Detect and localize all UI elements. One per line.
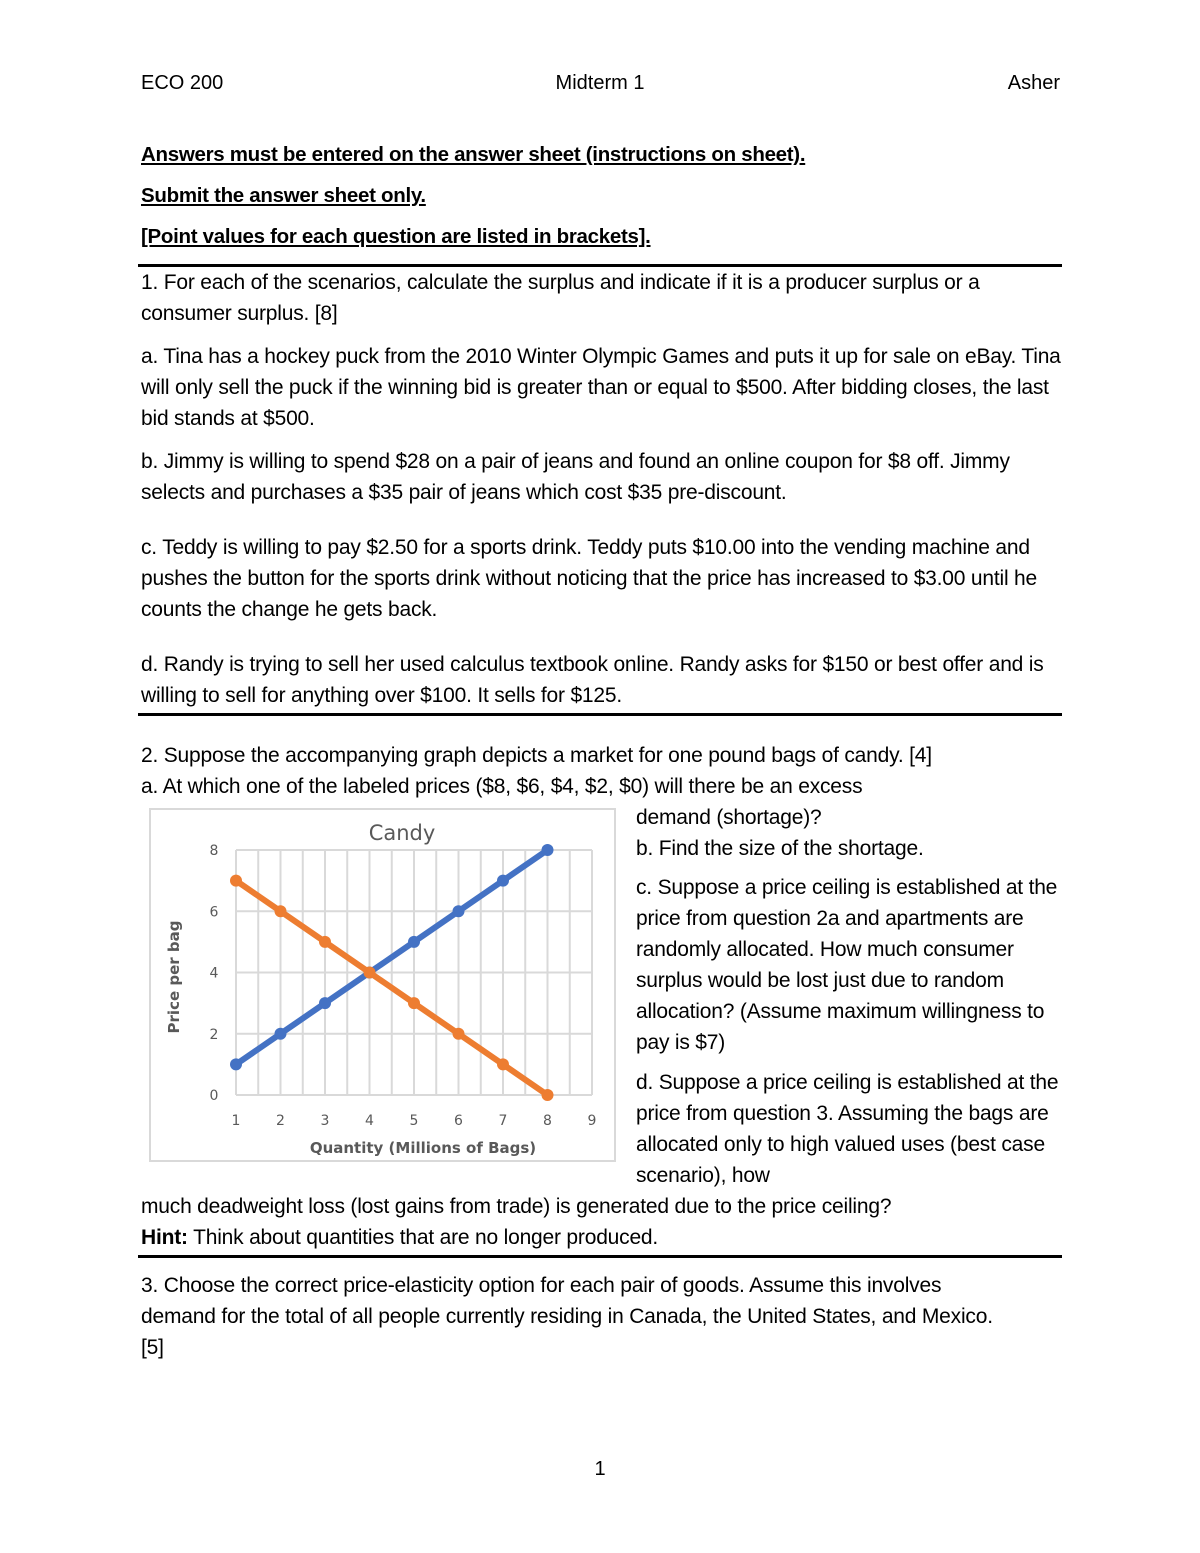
supply-point [230, 1058, 242, 1070]
q3-prompt: 3. Choose the correct price-elasticity option for each pair of goods. Assume this involves demand for the total of all people currently residing in Canada, the United States, and Mexico. [5] [141, 1274, 993, 1359]
demand-point [364, 967, 376, 979]
q2-part-a-continued: demand (shortage)? [636, 806, 822, 829]
x-tick-label: 4 [365, 1113, 374, 1129]
x-tick-label: 8 [543, 1113, 552, 1129]
demand-point [497, 1058, 509, 1070]
x-tick-label: 3 [320, 1113, 330, 1129]
q1-part-d: d. Randy is trying to sell her used calculus textbook online. Randy asks for $150 or best offer and is willing to sell for anything over $100. It sells for $125. [141, 653, 1044, 707]
x-tick-label: 2 [276, 1113, 285, 1129]
hint-label: Hint: [141, 1226, 188, 1249]
x-axis-label: Quantity (Millions of Bags) [309, 1139, 537, 1157]
q2-part-a: a. At which one of the labeled prices ($8, $6, $4, $2, $0) will there be an excess [141, 775, 863, 798]
q1-part-a: a. Tina has a hockey puck from the 2010 Winter Olympic Games and puts it up for sale on eBay. Tina will only sell the puck if the winning bid is greater than or equal to $500. After bidding closes, the last bid stands at $500. [141, 345, 1061, 430]
y-tick-label: 8 [209, 843, 219, 859]
chart-title: Candy [368, 821, 436, 845]
supply-point [408, 936, 420, 948]
instructor-name: Asher [1007, 72, 1060, 94]
demand-point [319, 936, 331, 948]
y-axis-ticks [210, 843, 219, 1104]
x-tick-label: 9 [587, 1113, 597, 1129]
section-divider [138, 1255, 1062, 1258]
page-number: 1 [594, 1458, 606, 1480]
candy-chart [149, 808, 616, 1162]
candy-chart-svg [151, 810, 614, 1160]
q2-part-d-continued: much deadweight loss (lost gains from trade) is generated due to the price ceiling? [141, 1195, 892, 1218]
supply-point [319, 997, 331, 1009]
instruction-answer-sheet: Answers must be entered on the answer sheet (instructions on sheet). [141, 143, 806, 166]
x-tick-label: 1 [231, 1113, 241, 1129]
q2-part-c: c. Suppose a price ceiling is established at the price from question 2a and apartments are randomly allocated. How much consumer surplus would be lost just due to random allocation? (Assume maximum willingness to pay is $7) [636, 876, 1058, 1054]
instruction-point-values: [Point values for each question are listed in brackets]. [141, 225, 651, 248]
supply-point [497, 875, 509, 887]
instruction-submit: Submit the answer sheet only. [141, 184, 426, 207]
q2-prompt: 2. Suppose the accompanying graph depicts a market for one pound bags of candy. [4] [141, 744, 932, 767]
y-tick-label: 2 [209, 1026, 219, 1043]
x-tick-label: 5 [409, 1113, 419, 1129]
q2-hint [141, 1222, 1071, 1253]
section-divider [138, 713, 1062, 716]
x-axis-ticks [232, 1113, 597, 1129]
y-tick-label: 0 [209, 1088, 219, 1104]
x-tick-label: 6 [454, 1113, 463, 1129]
demand-point [230, 875, 242, 887]
y-tick-label: 6 [209, 904, 219, 921]
demand-point [275, 905, 287, 917]
supply-point [275, 1028, 287, 1040]
supply-point [453, 905, 465, 917]
q1-prompt: 1. For each of the scenarios, calculate the surplus and indicate if it is a producer surplus or a consumer surplus. [8] [141, 271, 980, 325]
q1-part-c: c. Teddy is willing to pay $2.50 for a sports drink. Teddy puts $10.00 into the vending machine and pushes the button for the sports drink without noticing that the price has increased to $3.00 until he counts the change he gets back. [141, 536, 1038, 621]
exam-title: Midterm 1 [555, 72, 645, 94]
x-tick-label: 7 [498, 1113, 508, 1129]
demand-point [453, 1028, 465, 1040]
chart-gridlines [236, 850, 592, 1095]
supply-point [542, 844, 554, 856]
demand-point [542, 1089, 554, 1101]
q1-part-b: b. Jimmy is willing to spend $28 on a pair of jeans and found an online coupon for $8 off. Jimmy selects and purchases a $35 pair of jeans which cost $35 pre-discount. [141, 450, 1010, 504]
y-tick-label: 4 [209, 965, 219, 982]
course-code: ECO 200 [141, 72, 224, 94]
y-axis-label: Price per bag [165, 920, 183, 1034]
q2-part-d: d. Suppose a price ceiling is established at the price from question 3. Assuming the bags are allocated only to high valued uses (best case scenario), how [636, 1071, 1059, 1187]
demand-point [408, 997, 420, 1009]
q2-part-b: b. Find the size of the shortage. [636, 837, 924, 860]
hint-text: Think about quantities that are no longer produced. [187, 1226, 659, 1249]
